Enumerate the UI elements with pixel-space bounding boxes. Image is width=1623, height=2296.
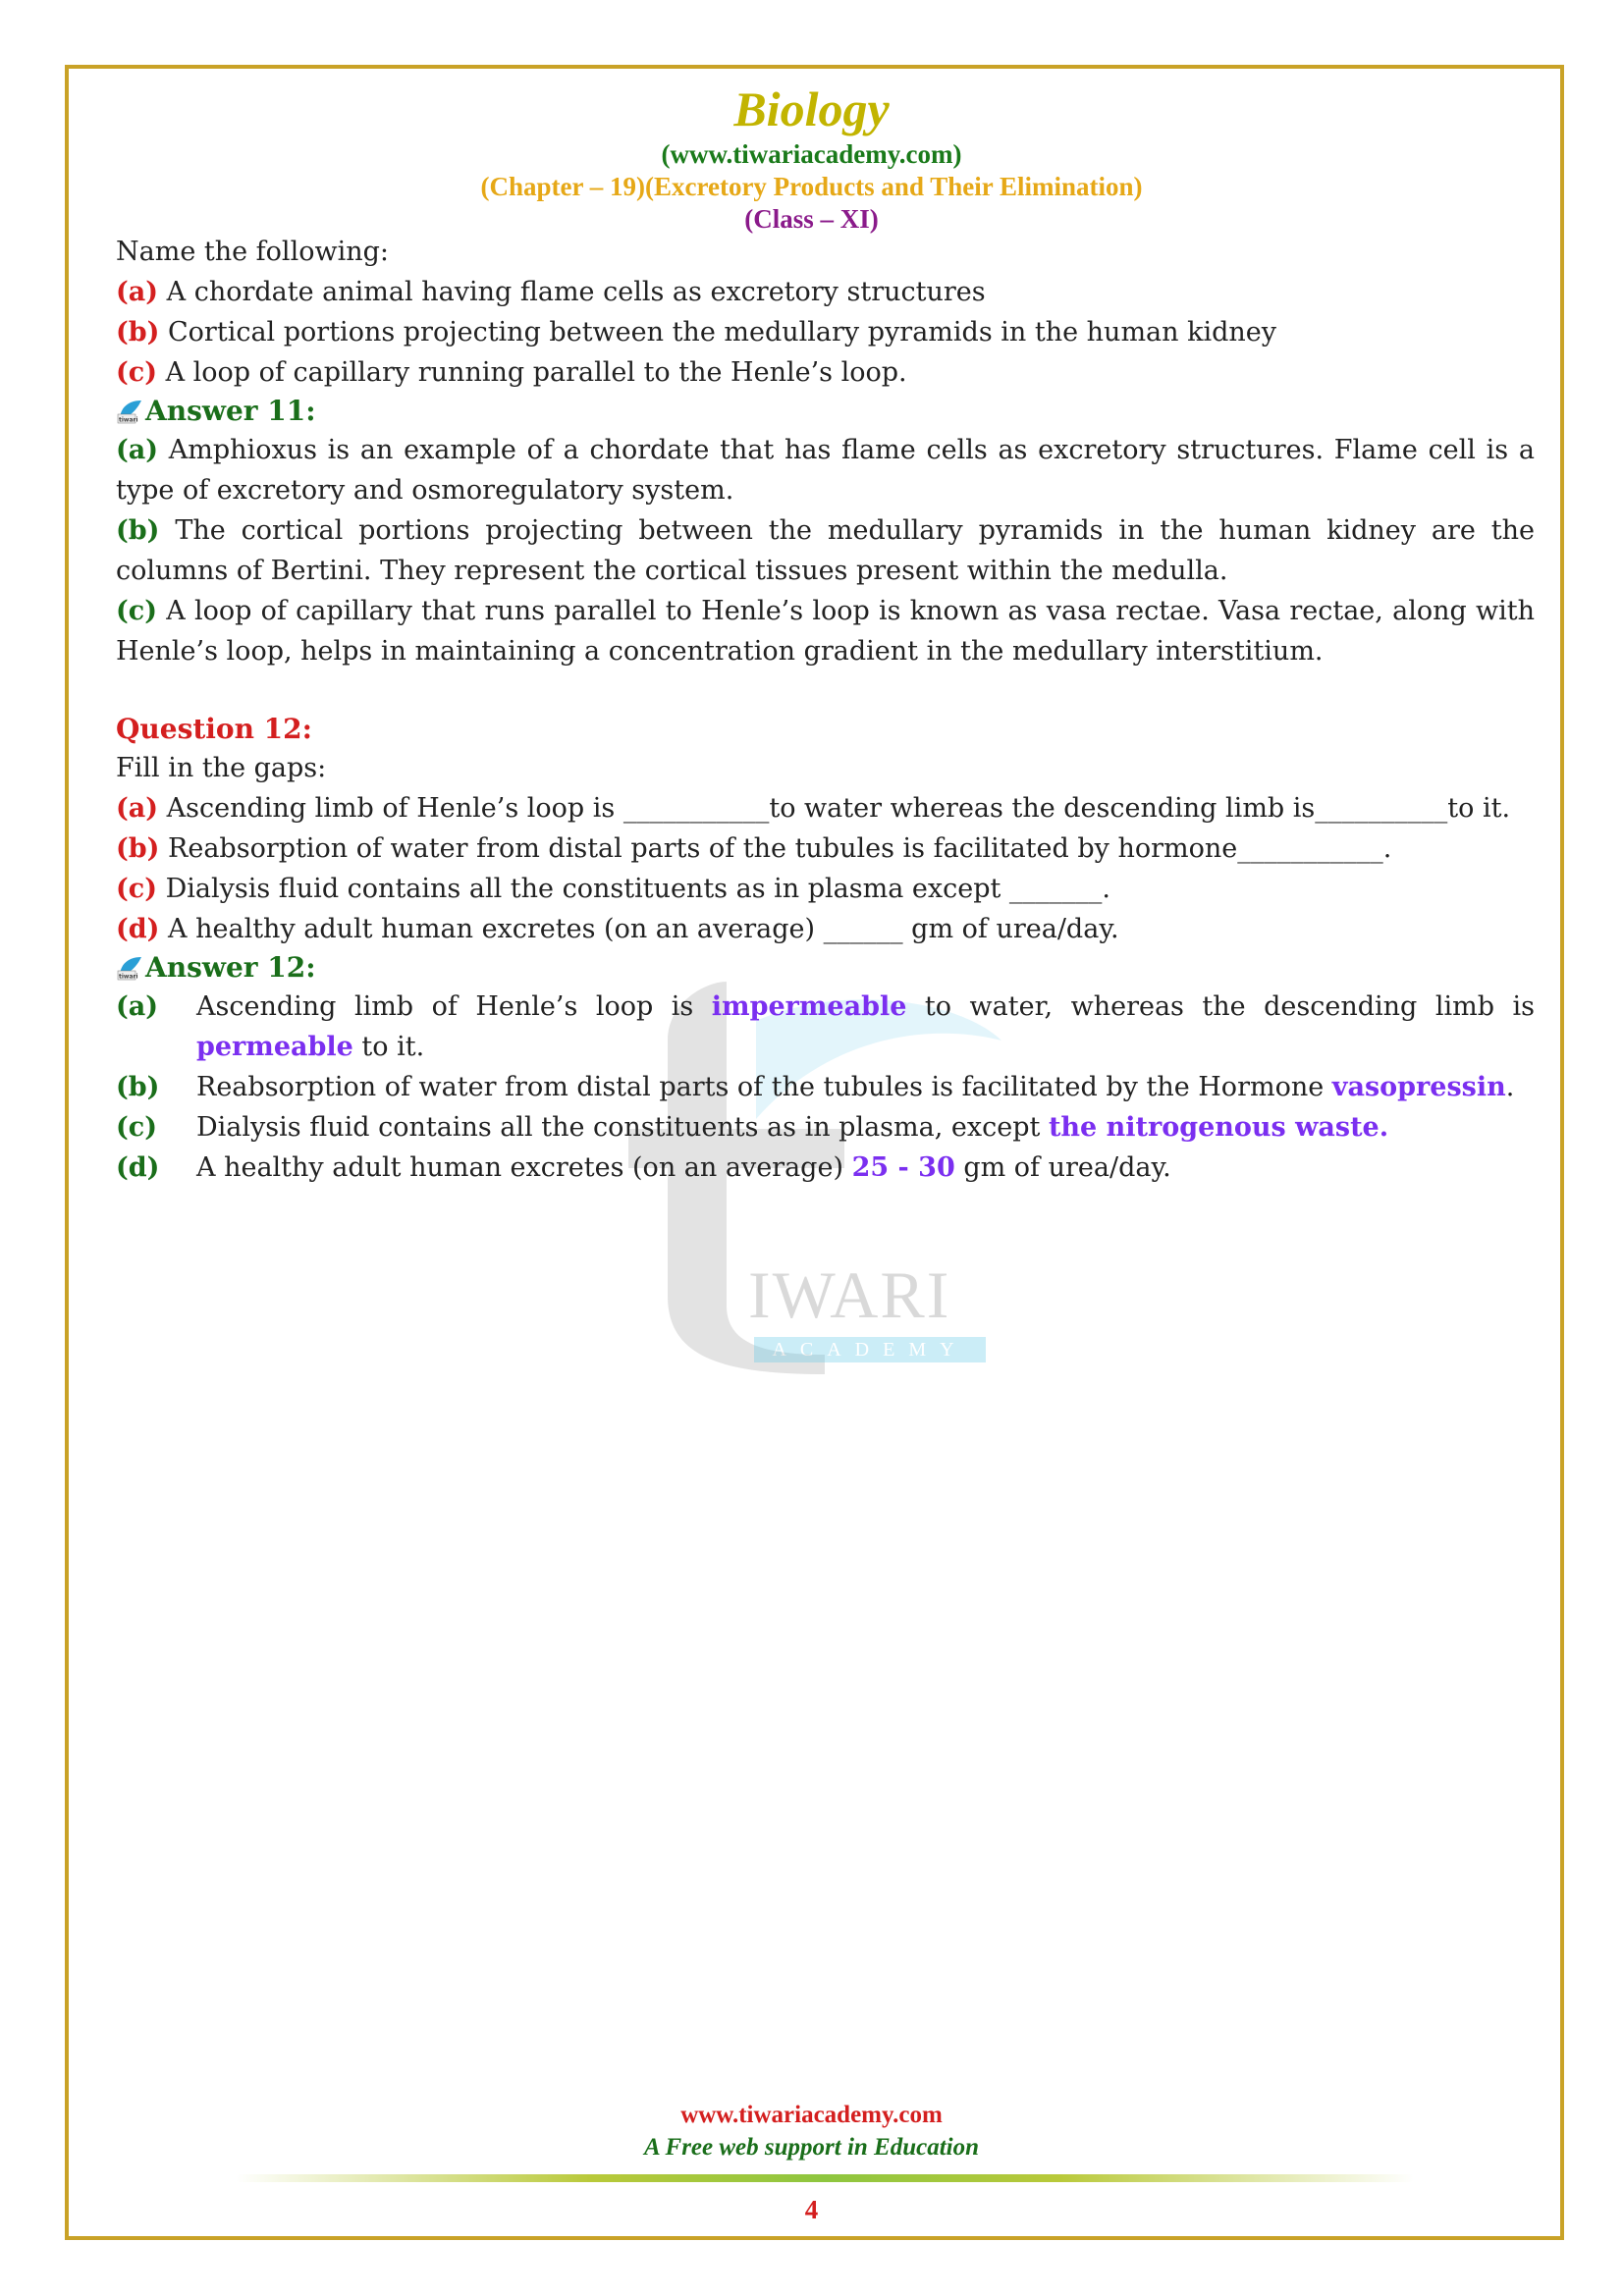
answer-12-heading: tiwari Answer 12: [116,949,1535,987]
page-title: Biology [733,81,890,136]
footer-site-link[interactable]: www.tiwariacademy.com [680,2102,943,2128]
q12-item-d: (d) A healthy adult human excretes (on an average) ______ gm of urea/day. [116,914,1119,944]
page-number: 4 [804,2195,819,2224]
page-content [116,232,1535,1188]
watermark-subtext: ACADEMY [754,1337,986,1362]
q11-item-c: (c) A loop of capillary running parallel to the Henle’s loop. [116,357,907,388]
q12-item-a: (a) Ascending limb of Henle’s loop is ___________to water whereas the descending limb is__________to it. [116,793,1511,824]
q11-intro: Name the following: [116,237,389,267]
footer-divider [236,2174,1414,2182]
footer-tagline: A Free web support in Education [643,2134,980,2161]
a12-item-d: (d) A healthy adult human excretes (on an average) 25 - 30 gm of urea/day. [116,1152,1171,1183]
answer-11-heading: tiwari Answer 11: [116,393,1535,430]
a11-item-a: (a) Amphioxus is an example of a chordate that has flame cells as excretory structures. Flame cell is a type of excretory and osmoregulatory system. [116,435,1535,506]
q11-item-b: (b) Cortical portions projecting between the medullary pyramids in the human kidney [116,317,1277,347]
class-heading: (Class – XI) [744,204,879,234]
q12-item-c: (c) Dialysis fluid contains all the constituents as in plasma except _______. [116,874,1111,904]
question-12-heading: Question 12: [116,713,312,745]
a12-item-b: (b) Reabsorption of water from distal parts of the tubules is facilitated by the Hormone vasopressin. [116,1072,1515,1102]
q12-intro: Fill in the gaps: [116,753,327,783]
svg-text:tiwari: tiwari [119,416,138,424]
tiwari-leaf-icon [116,399,143,424]
svg-text:tiwari: tiwari [119,973,138,981]
tiwari-leaf-icon [116,955,143,981]
q11-item-a: (a) A chordate animal having flame cells as excretory structures [116,277,986,307]
watermark-text: IWARI [748,1257,951,1332]
q12-item-b: (b) Reabsorption of water from distal parts of the tubules is facilitated by hormone___________. [116,833,1392,864]
a11-item-c: (c) A loop of capillary that runs parallel to Henle’s loop is known as vasa rectae. Vasa rectae, along with Henle’s loop, helps in maintaining a concentration gradient in the medullary interstitium. [116,596,1535,667]
chapter-heading: (Chapter – 19)(Excretory Products and Their Elimination) [480,172,1143,201]
a11-item-b: (b) The cortical portions projecting between the medullary pyramids in the human kidney are the columns of Bertini. They represent the cortical tissues present within the medulla. [116,515,1535,586]
a12-item-c: (c) Dialysis fluid contains all the constituents as in plasma, except the nitrogenous waste. [116,1112,1389,1143]
header-site: (www.tiwariacademy.com) [661,139,962,169]
a12-item-a: (a) Ascending limb of Henle’s loop is impermeable to water, whereas the descending limb is permeable to it. [116,991,1535,1062]
